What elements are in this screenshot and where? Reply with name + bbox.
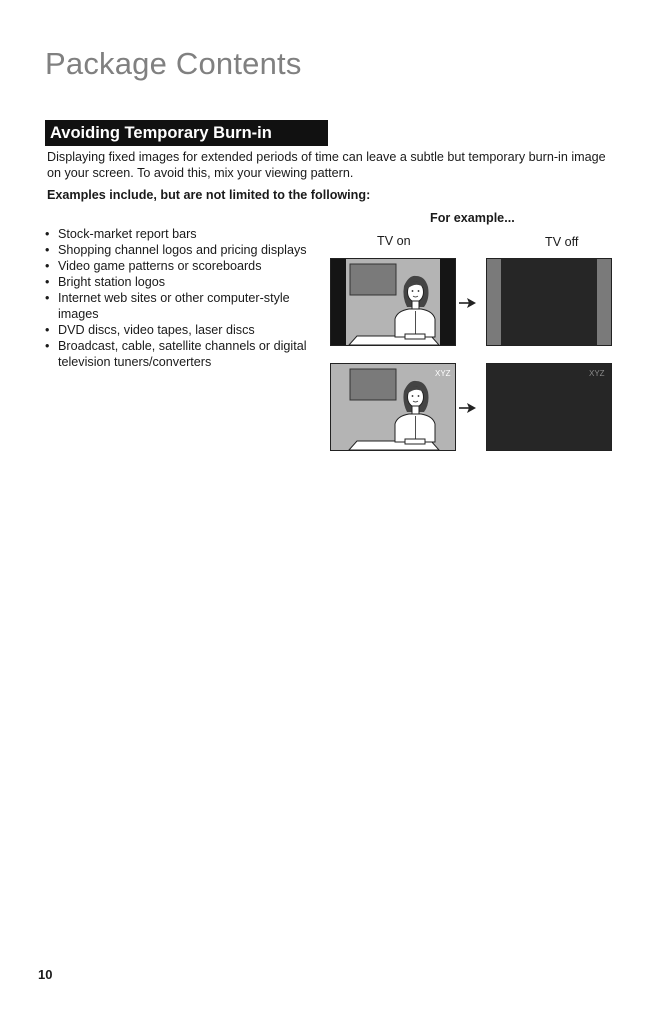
list-item: • Video game patterns or scoreboards [45, 259, 262, 273]
page-number: 10 [38, 967, 53, 982]
illustration-heading: For example... [430, 211, 515, 225]
examples-heading: Examples include, but are not limited to the following: [47, 188, 371, 202]
bullet-icon: • [45, 227, 50, 241]
list-item: • Stock-market report bars [45, 227, 197, 241]
bullet-icon: • [45, 323, 50, 337]
bullet-icon: • [45, 275, 50, 289]
station-logo-text: XYZ [435, 369, 451, 378]
arrow-right-icon [459, 402, 477, 414]
list-item: • DVD discs, video tapes, laser discs [45, 323, 255, 337]
list-item: • Shopping channel logos and pricing displays [45, 243, 307, 257]
list-item: • Internet web sites or other computer-style images [45, 291, 290, 321]
page-title: Package Contents [45, 46, 302, 81]
intro-paragraph: Displaying fixed images for extended periods of time can leave a subtle but temporary burn-in image on your screen. To avoid this, mix your viewing pattern. [47, 150, 606, 180]
examples-list [45, 226, 315, 370]
tv-off-sidebars-illustration [486, 258, 612, 346]
bullet-icon: • [45, 291, 50, 305]
list-item: • Bright station logos [45, 275, 166, 289]
bullet-icon: • [45, 259, 50, 273]
section-heading: Avoiding Temporary Burn-in [45, 120, 328, 146]
tv-on-sidebars-illustration [330, 258, 456, 346]
bullet-icon: • [45, 243, 50, 257]
arrow-right-icon [459, 297, 477, 309]
list-item: • Broadcast, cable, satellite channels or digital television tuners/converters [45, 339, 307, 369]
tv-off-label: TV off [545, 235, 579, 249]
bullet-icon: • [45, 339, 50, 353]
tv-on-label: TV on [377, 234, 411, 248]
tv-on-logo-illustration [330, 363, 456, 451]
tv-off-logo-illustration [486, 363, 612, 451]
burned-in-logo-text: XYZ [589, 369, 605, 378]
